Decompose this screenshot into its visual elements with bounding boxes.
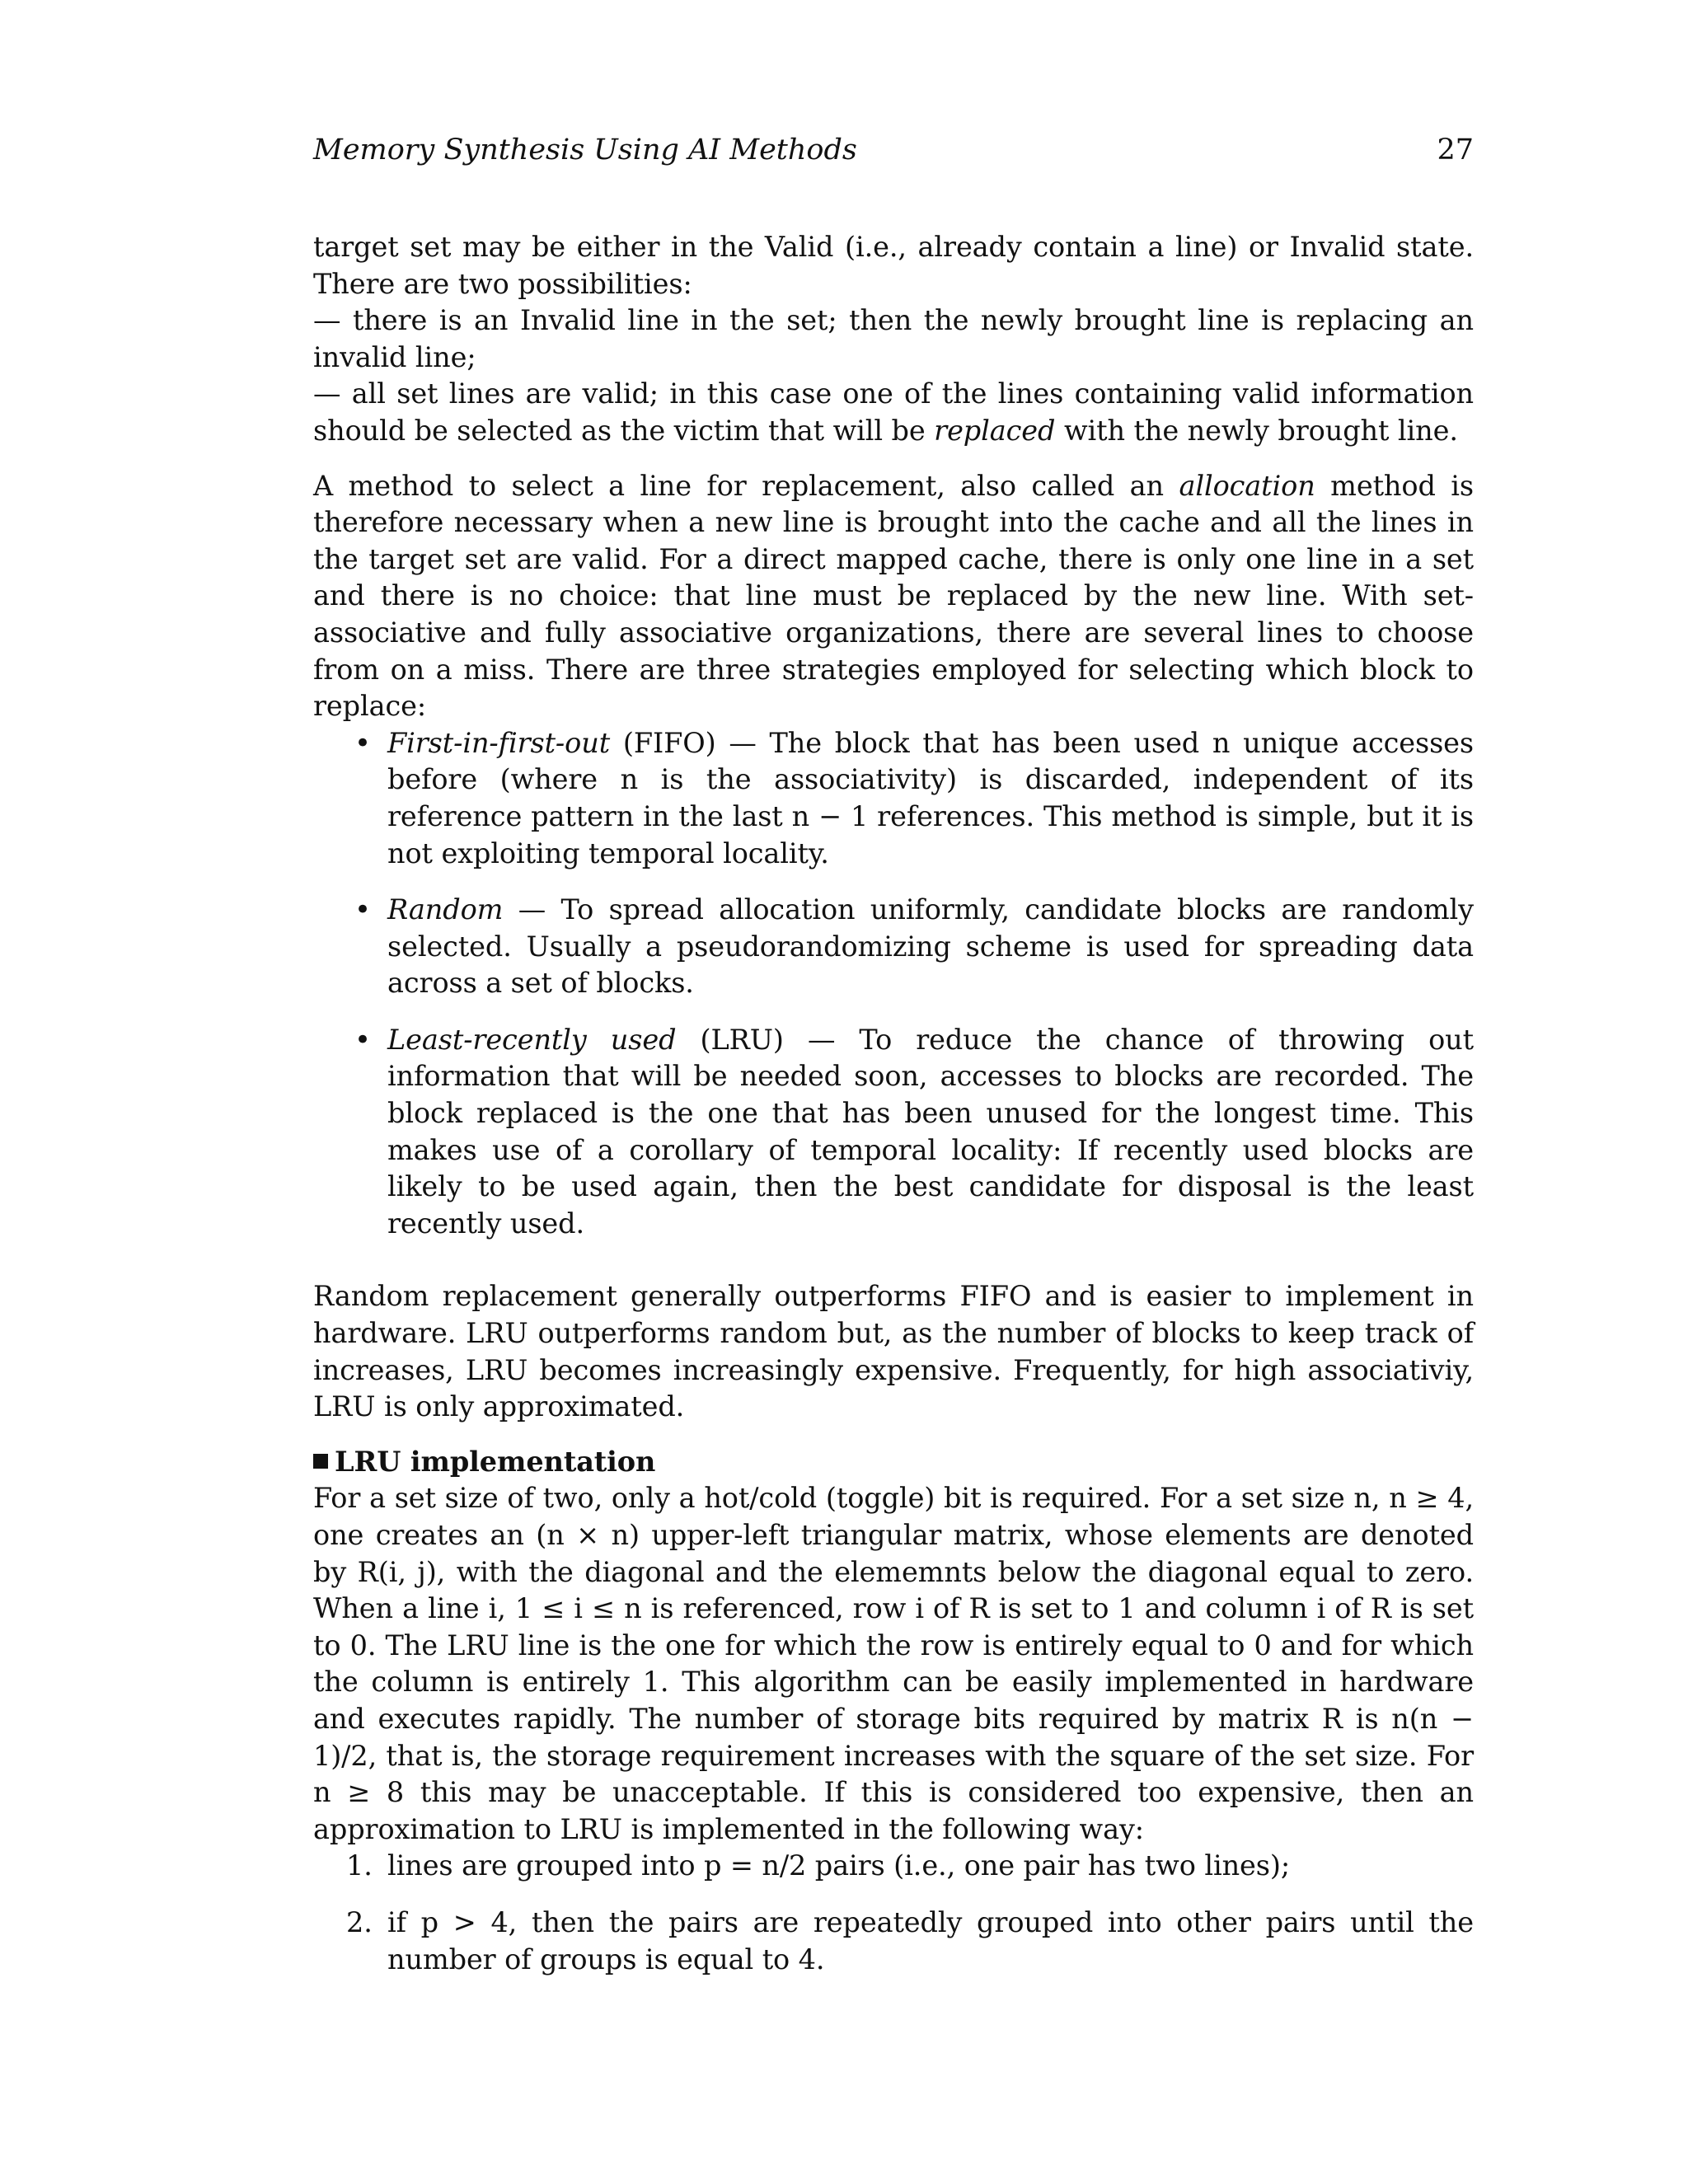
step-list (313, 1848, 1474, 1978)
paragraph-intro (313, 229, 1474, 450)
list-item (313, 1022, 1474, 1243)
allocation-text-pre: A method to select a line for replacement, also called an (313, 469, 1164, 502)
running-title: Memory Synthesis Using AI Methods (313, 134, 857, 166)
strategy-description: (FIFO) — The block that has been used n unique accesses before (where n is the associativity) is discarded, independent of its reference pattern in the last n − 1 references. This method is simple, but it is not exploiting temporal locality. (387, 726, 1474, 869)
list-item (313, 1905, 1474, 1978)
paragraph-lru: For a set size of two, only a hot/cold (toggle) bit is required. For a set size n, n ≥ 4, one creates an (n × n) upper-left triangular matrix, whose elements are denoted by R(i, j), with the diagonal and the elememnts below the diagonal equal to zero. When a line i, 1 ≤ i ≤ n is referenced, row i of R is set to 1 and column i of R is set to 0. The LRU line is the one for which the row is entirely equal to 0 and for which the column is entirely 1. This algorithm can be easily implemented in hardware and executes rapidly. The number of storage bits required by matrix R is n(n − 1)/2, that is, the storage requirement increases with the square of the set size. For n ≥ 8 this may be unacceptable. If this is considered too expensive, then an approximation to LRU is implemented in the following way: (313, 1482, 1474, 1845)
running-header (313, 132, 1474, 168)
emph-replaced: replaced (934, 414, 1056, 447)
possibility-all-valid-end: with the newly brought line. (1063, 414, 1458, 447)
step-text: if p > 4, then the pairs are repeatedly grouped into other pairs until the number of groups is equal to 4. (387, 1905, 1474, 1975)
list-item (313, 1848, 1474, 1885)
emph-allocation: allocation (1179, 469, 1315, 502)
section-heading (313, 1444, 1474, 1481)
paragraph-comparison: Random replacement generally outperforms FIFO and is easier to implement in hardware. LRU outperforms random but, as the number of blocks to keep track of increases, LRU becomes increasingly expensive. Frequently, for high associativiy, LRU is only approximated. (313, 1280, 1474, 1423)
step-text: lines are grouped into p = n/2 pairs (i.e., one pair has two lines); (387, 1849, 1291, 1882)
allocation-text-post: method is therefore necessary when a new line is brought into the cache and all the lines in the target set are valid. For a direct mapped cache, there is only one line in a set and there is no choice: that line must be replaced by the new line. With set-associative and fully associative organizations, there are several lines to choose from on a miss. There are three strategies employed for selecting which block to replace: (313, 469, 1474, 723)
strategy-name: Random (387, 893, 504, 926)
step-number: 2. (346, 1905, 373, 1938)
heading-text: LRU implementation (335, 1445, 656, 1478)
strategy-description: (LRU) — To reduce the chance of throwing out information that will be needed soon, accesses to blocks are recorded. The block replaced is the one that has been unused for the longest time. This makes use of a corollary of temporal locality: If recently used blocks are likely to be used again, then the best candidate for disposal is the least recently used. (387, 1023, 1474, 1240)
possibility-invalid-line: — there is an Invalid line in the set; then the newly brought line is replacing an invalid line; (313, 304, 1474, 373)
step-number: 1. (346, 1849, 373, 1882)
strategy-name: First-in-first-out (387, 726, 611, 759)
list-item (313, 892, 1474, 1002)
possibility-all-valid-text: — all set lines are valid; in this case one of the lines containing valid information should be selected as the victim that will be (313, 377, 1474, 447)
list-item (313, 725, 1474, 872)
page-number: 27 (1437, 134, 1474, 166)
paragraph-allocation (313, 468, 1474, 725)
possibility-all-valid (313, 377, 1474, 447)
square-bullet-icon (313, 1454, 328, 1469)
strategy-list (313, 725, 1474, 1243)
strategy-description: — To spread allocation uniformly, candidate blocks are randomly selected. Usually a pseudorandomizing scheme is used for spreading data across a set of blocks. (387, 893, 1474, 1000)
intro-text: target set may be either in the Valid (i.e., already contain a line) or Invalid state. There are two possibilities: (313, 231, 1474, 300)
strategy-name: Least-recently used (387, 1023, 677, 1056)
body-text (313, 229, 1474, 1978)
